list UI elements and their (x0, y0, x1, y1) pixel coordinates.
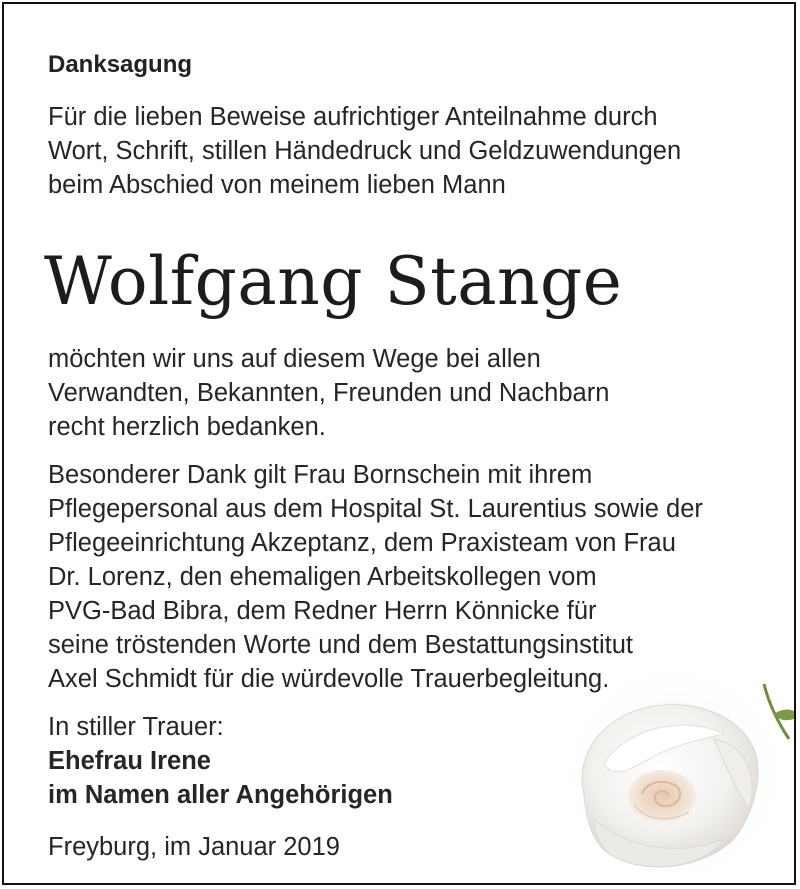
intro-line: Für die lieben Beweise aufrichtiger Anteilnahme durch (48, 103, 658, 131)
relatives-line: im Namen aller Angehörigen (48, 781, 393, 809)
deceased-name: Wolfgang Stange (44, 243, 623, 320)
special-thanks-line: Dr. Lorenz, den ehemaligen Arbeitskollegen vom (48, 563, 597, 591)
thanks-line: recht herzlich bedanken. (48, 413, 326, 441)
mourning-block (48, 710, 393, 812)
special-thanks-line: Pflegepersonal aus dem Hospital St. Laurentius sowie der (48, 495, 703, 523)
special-thanks-line: Axel Schmidt für die würdevolle Trauerbegleitung. (48, 665, 610, 693)
special-thanks-line: Besonderer Dank gilt Frau Bornschein mit ihrem (48, 461, 593, 489)
intro-line: beim Abschied von meinem lieben Mann (48, 171, 506, 199)
mourner-name: Ehefrau Irene (48, 747, 211, 775)
intro-paragraph (48, 100, 681, 202)
thanks-line: möchten wir uns auf diesem Wege bei allen (48, 345, 541, 373)
place-date: Freyburg, im Januar 2019 (48, 833, 340, 861)
obituary-frame (2, 2, 796, 885)
intro-line: Wort, Schrift, stillen Händedruck und Geldzuwendungen (48, 137, 682, 165)
mourning-intro: In stiller Trauer: (48, 713, 224, 741)
special-thanks-line: seine tröstenden Worte und dem Bestattungsinstitut (48, 631, 633, 659)
heading-danksagung: Danksagung (48, 51, 193, 78)
special-thanks-paragraph (48, 458, 703, 696)
thanks-line: Verwandten, Bekannten, Freunden und Nachbarn (48, 379, 610, 407)
special-thanks-line: PVG-Bad Bibra, dem Redner Herrn Könnicke für (48, 597, 597, 625)
special-thanks-line: Pflegeeinrichtung Akzeptanz, dem Praxisteam von Frau (48, 529, 676, 557)
thanks-paragraph (48, 342, 609, 444)
